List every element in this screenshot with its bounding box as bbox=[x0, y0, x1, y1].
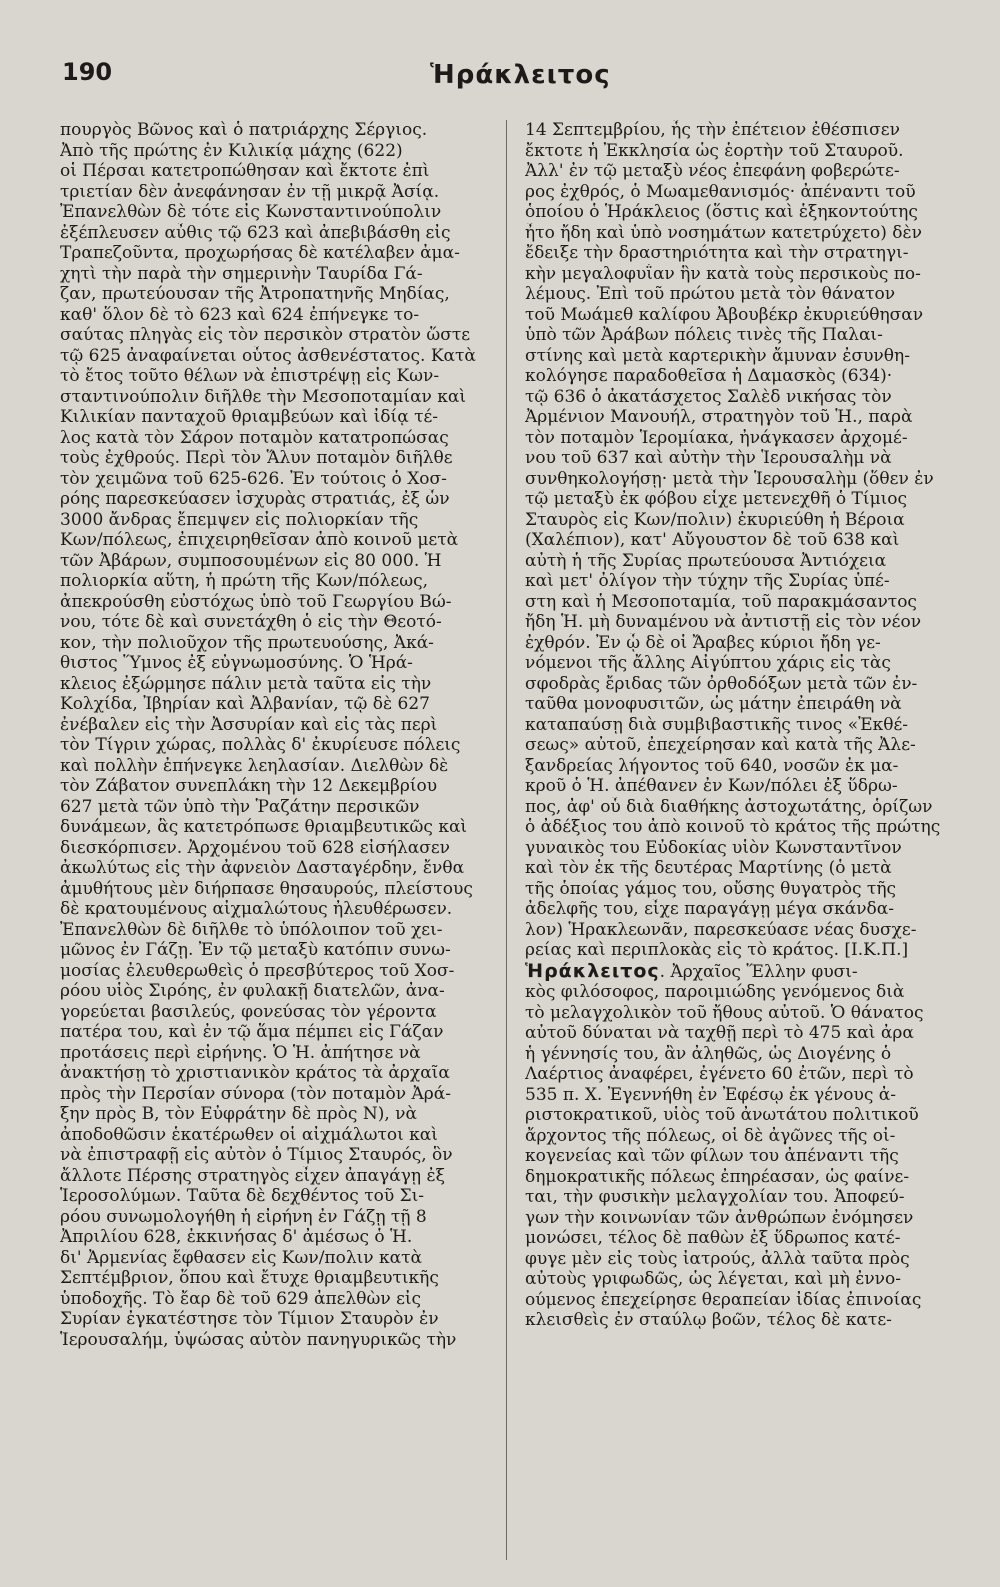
text-line: ρείας καὶ περιπλοκὰς εἰς τὸ κράτος. [Ι.Κ.Π.] bbox=[525, 940, 909, 960]
left-text-column bbox=[60, 120, 492, 1560]
text-line: κον, τὴν πολιοῦχον τῆς πρωτευούσης, Ἀκά- bbox=[60, 632, 434, 653]
text-line: Κιλικίαν πανταχοῦ θριαμβεύων καὶ ἰδίᾳ τέ- bbox=[60, 407, 439, 427]
text-line: Κολχίδα, Ἰβηρίαν καὶ Ἀλβανίαν, τῷ δὲ 627 bbox=[60, 694, 430, 714]
text-line: ὑπὸ τῶν Ἀράβων πόλεις τινὲς τῆς Παλαι- bbox=[525, 325, 883, 345]
text-line: χητὶ τὴν παρὰ τὴν σημερινὴν Ταυρίδα Γά- bbox=[60, 263, 423, 284]
text-line: Ἀρμένιον Μανουήλ, στρατηγὸν τοῦ Ἡ., παρὰ bbox=[525, 407, 913, 427]
text-line: κλεισθεὶς ἐν σταύλῳ βοῶν, τέλος δὲ κατε- bbox=[525, 1310, 892, 1330]
text-line: τριετίαν δὲν ἀνεφάνησαν ἐν τῇ μικρᾷ Ἀσίᾳ. bbox=[60, 181, 440, 202]
article-continuation bbox=[525, 120, 943, 961]
text-line: κολόγησε παραδοθεῖσα ἡ Δαμασκὸς (634)· bbox=[525, 366, 893, 386]
text-line: σαύτας πληγὰς εἰς τὸν περσικὸν στρατὸν ὥστε bbox=[60, 325, 471, 345]
text-line: τῶν Ἀβάρων, συμποσουμένων εἰς 80 000. Ἡ bbox=[60, 550, 442, 571]
text-line: 3000 ἄνδρας ἔπεμψεν εἰς πολιορκίαν τῆς bbox=[60, 509, 419, 530]
text-line: Ἱερουσαλήμ, ὑψώσας αὐτὸν πανηγυρικῶς τὴν bbox=[60, 1329, 457, 1350]
text-line: οἱ Πέρσαι κατετροπώθησαν καὶ ἔκτοτε ἐπὶ bbox=[60, 161, 430, 181]
text-line: αὐτοὺς γριφωδῶς, ὡς λέγεται, καὶ μὴ ἐννο- bbox=[525, 1269, 902, 1289]
text-line: σεως» αὐτοῦ, ἐπεχείρησαν καὶ κατὰ τῆς Ἀλε- bbox=[525, 735, 916, 755]
text-line: Σταυρὸς εἰς Κων/πολιν) ἐκυριεύθη ἡ Βέροια bbox=[525, 509, 905, 530]
text-line: ριστοκρατικοῦ, υἱὸς τοῦ ἀνωτάτου πολιτικοῦ bbox=[525, 1105, 919, 1125]
text-line: πρὸς τὴν Περσίαν σύνορα (τὸν ποταμὸν Ἀρά- bbox=[60, 1083, 451, 1104]
text-line: νου, τότε δὲ καὶ συνετάχθη ὁ εἰς τὴν Θεοτό- bbox=[60, 612, 442, 632]
text-line: ἦτο ἤδη καὶ ὑπὸ νοσημάτων κατετρύχετο) δὲν bbox=[525, 222, 922, 243]
text-line: Κων/πόλεως, ἐπιχειρηθεῖσαν ἀπὸ κοινοῦ μετὰ bbox=[60, 530, 459, 550]
text-line: δημοκρατικῆς πόλεως ἐπηρέασαν, ὡς φαίνε- bbox=[525, 1166, 910, 1187]
text-line: 14 Σεπτεμβρίου, ἧς τὴν ἐπέτειον ἐθέσπισεν bbox=[525, 120, 900, 140]
column-divider bbox=[506, 120, 507, 1560]
text-line: προτάσεις περὶ εἰρήνης. Ὁ Ἡ. ἀπήτησε νὰ bbox=[60, 1042, 421, 1063]
text-line: ρόης παρεσκεύασεν ἰσχυρὰς στρατιάς, ἐξ ὧν bbox=[60, 489, 450, 509]
text-line: πατέρα του, καὶ ἐν τῷ ἅμα πέμπει εἰς Γάζαν bbox=[60, 1022, 444, 1042]
text-line: ἀδελφῆς του, εἶχε παραγάγῃ μέγα σκάνδα- bbox=[525, 899, 894, 919]
text-line: καὶ πολλὴν ἐπήνεγκε λεηλασίαν. Διελθὼν δὲ bbox=[60, 755, 449, 776]
text-line: τὸν Ζάβατον συνεπλάκη τὴν 12 Δεκεμβρίου bbox=[60, 776, 438, 796]
text-line: ἀκωλύτως εἰς τὴν ἀφνειὸν Δασταγέρδην, ἔνθα bbox=[60, 858, 465, 878]
text-line: σταντινούπολιν διῆλθε τὴν Μεσοποταμίαν καὶ bbox=[60, 386, 467, 407]
text-line: 535 π. Χ. Ἐγεννήθη ἐν Ἐφέσῳ ἐκ γένους ἀ- bbox=[525, 1084, 897, 1105]
text-line: ρόου συνωμολογήθη ἡ εἰρήνη ἐν Γάζῃ τῇ 8 bbox=[60, 1206, 427, 1227]
right-text-column bbox=[525, 120, 943, 1560]
text-line: Λαέρτιος ἀναφέρει, ἐγένετο 60 ἐτῶν, περὶ τὸ bbox=[525, 1064, 914, 1084]
text-line: λον) Ἡρακλεωνᾶν, παρεσκεύασε νέας δυσχε- bbox=[525, 919, 917, 940]
text-line: τὸν Τίγριν χώρας, πολλὰς δ' ἐκυρίευσε πόλεις bbox=[60, 735, 461, 755]
text-line: ἄλλοτε Πέρσης στρατηγὸς εἶχεν ἀπαγάγῃ ἐξ bbox=[60, 1165, 445, 1186]
text-line: τῷ 636 ὁ ἀκατάσχετος Σαλὲδ νικήσας τὸν bbox=[525, 386, 892, 407]
text-line: ρόου υἱὸς Σιρόης, ἐν φυλακῇ διατελῶν, ἀνα- bbox=[60, 981, 445, 1001]
text-line: (Χαλέπιον), κατ' Αὔγουστον δὲ τοῦ 638 καὶ bbox=[525, 530, 900, 550]
text-line: καὶ τὸν ἐκ τῆς δευτέρας Μαρτίνης (ὁ μετὰ bbox=[525, 858, 892, 878]
text-line: ἀνακτήσῃ τὸ χριστιανικὸν κράτος τὰ ἀρχαῖα bbox=[60, 1063, 450, 1083]
text-line: λέμους. Ἐπὶ τοῦ πρώτου μετὰ τὸν θάνατον bbox=[525, 284, 896, 304]
text-line: δι' Ἀρμενίας ἔφθασεν εἰς Κων/πολιν κατὰ bbox=[60, 1247, 422, 1268]
page-header bbox=[0, 50, 1000, 100]
text-line: μοσίας ἐλευθερωθεὶς ὁ πρεσβύτερος τοῦ Χοσ- bbox=[60, 960, 455, 981]
text-line: ὁποίου ὁ Ἡράκλειος (ὅστις καὶ ἑξηκοντούτης bbox=[525, 202, 918, 222]
text-line: τὸν χειμῶνα τοῦ 625-626. Ἐν τούτοις ὁ Χοσ- bbox=[60, 468, 447, 489]
text-line: πος, ἀφ' οὗ διὰ διαθήκης ἀστοχωτάτης, ὁρίζων bbox=[525, 796, 933, 817]
text-line: δὲ κρατουμένους αἰχμαλώτους ἠλευθέρωσεν. bbox=[60, 899, 453, 919]
text-line: Ἀπριλίου 628, ἐκκινήσας δ' ἀμέσως ὁ Ἡ. bbox=[60, 1227, 413, 1247]
text-line: κροῦ ὁ Ἡ. ἀπέθανεν ἐν Κων/πόλει ἐξ ὕδρω- bbox=[525, 776, 898, 796]
text-line: ἤδη Ἡ. μὴ δυναμένου νὰ ἀντιστῇ εἰς τὸν νέον bbox=[525, 612, 922, 632]
text-line: ἄρχοντος τῆς πόλεως, οἱ δὲ ἀγῶνες τῆς οἰ- bbox=[525, 1125, 896, 1146]
text-line: τοὺς ἐχθρούς. Περὶ τὸν Ἅλυν ποταμὸν διῆλθε bbox=[60, 448, 453, 468]
text-line: νου τοῦ 637 καὶ αὐτὴν τὴν Ἱερουσαλὴμ νὰ bbox=[525, 448, 892, 468]
text-line: ἀμυθήτους μὲν διήρπασε θησαυρούς, πλείστους bbox=[60, 878, 473, 899]
text-line: Ἱεροσολύμων. Ταῦτα δὲ δεχθέντος τοῦ Σι- bbox=[60, 1186, 425, 1206]
text-line: διεσκόρπισεν. Ἀρχομένου τοῦ 628 εἰσήλασεν bbox=[60, 837, 451, 858]
text-line: ξανδρείας λήγοντος τοῦ 640, νοσῶν ἐκ μα- bbox=[525, 755, 899, 776]
text-line: λος κατὰ τὸν Σάρον ποταμὸν κατατροπώσας bbox=[60, 427, 449, 448]
text-line: ἀπεκρούσθη εὐστόχως ὑπὸ τοῦ Γεωργίου Βώ- bbox=[60, 591, 452, 612]
text-line: τῷ μεταξὺ ἐκ φόβου εἶχε μετενεχθῆ ὁ Τίμιος bbox=[525, 489, 908, 509]
text-line: ἐχθρόν. Ἐν ᾧ δὲ οἱ Ἄραβες κύριοι ἤδη γε- bbox=[525, 632, 881, 653]
text-line: ἔδειξε τὴν δραστηριότητα καὶ τὴν στρατηγι- bbox=[525, 243, 909, 263]
text-line: γορεύεται βασιλεύς, φονεύσας τὸν γέροντα bbox=[60, 1001, 437, 1022]
text-line: τῆς ὁποίας γάμος του, οὔσης θυγατρὸς τῆς bbox=[525, 878, 897, 899]
text-line: τὸν ποταμὸν Ἱερομίακα, ἠνάγκασεν ἀρχομέ- bbox=[525, 427, 908, 448]
text-line: ὁ ἀδέξιος του ἀπὸ κοινοῦ τὸ κράτος τῆς πρώτης bbox=[525, 817, 941, 837]
text-line: κλειος ἐξώρμησε πάλιν μετὰ ταῦτα εἰς τὴν bbox=[60, 673, 432, 694]
text-line: Ἀπὸ τῆς πρώτης ἐν Κιλικίᾳ μάχης (622) bbox=[60, 140, 403, 161]
text-line: Σεπτέμβριον, ὅπου καὶ ἔτυχε θριαμβευτικῆς bbox=[60, 1268, 439, 1288]
text-line: μῶνος ἐν Γάζῃ. Ἐν τῷ μεταξὺ κατόπιν συνω- bbox=[60, 940, 451, 960]
text-line: στίνης καὶ μετὰ καρτερικὴν ἄμυναν ἐσυνθη- bbox=[525, 345, 910, 366]
text-line: νὰ ἐπιστραφῇ εἰς αὐτὸν ὁ Τίμιος Σταυρός, ὃν bbox=[60, 1145, 453, 1165]
text-line: τὸ μελαγχολικὸν τοῦ ἤθους αὐτοῦ. Ὁ θάνατος bbox=[525, 1002, 924, 1023]
page-number: 190 bbox=[62, 58, 113, 86]
text-line: Ἀλλ' ἐν τῷ μεταξὺ νέος ἐπεφάνη φοβερώτε- bbox=[525, 161, 900, 181]
dictionary-entry-heraclitus bbox=[525, 961, 943, 1331]
text-line: αὐτὴ ἡ τῆς Συρίας πρωτεύουσα Ἀντιόχεια bbox=[525, 550, 887, 571]
text-line: ζαν, πρωτεύουσαν τῆς Ἀτροπατηνῆς Μηδίας, bbox=[60, 284, 450, 304]
text-line: μονώσει, τέλος δὲ παθὼν ἐξ ὕδρωπος κατέ- bbox=[525, 1228, 901, 1248]
text-line: κὴν μεγαλοφυΐαν ἣν κατὰ τοὺς περσικοὺς πο- bbox=[525, 263, 921, 284]
text-line: 627 μετὰ τῶν ὑπὸ τὴν Ῥαζάτην περσικῶν bbox=[60, 796, 420, 817]
text-line: ται, τὴν φυσικὴν μελαγχολίαν του. Ἀποφεύ- bbox=[525, 1187, 905, 1207]
text-line: γυναικὸς του Εὐδοκίας υἱὸν Κωνσταντῖνον bbox=[525, 837, 902, 858]
text-line: αὐτοῦ δύναται νὰ ταχθῇ περὶ τὸ 475 καὶ ἀρα bbox=[525, 1023, 914, 1043]
text-line: ξην πρὸς Β, τὸν Εὐφράτην δὲ πρὸς Ν), νὰ bbox=[60, 1104, 417, 1124]
entry-first-line bbox=[525, 961, 943, 983]
text-line: γων τὴν κοινωνίαν τῶν ἀνθρώπων ἐνόμησεν bbox=[525, 1207, 914, 1228]
text-line: τὸ ἔτος τοῦτο θέλων νὰ ἐπιστρέψῃ εἰς Κων- bbox=[60, 366, 440, 386]
text-line: Ἐπανελθὼν δὲ διῆλθε τὸ ὑπόλοιπον τοῦ χει- bbox=[60, 919, 443, 940]
text-line: ρος ἐχθρός, ὁ Μωαμεθανισμός· ἀπέναντι τοῦ bbox=[525, 181, 916, 202]
text-line: καθ' ὅλον δὲ τὸ 623 καὶ 624 ἐπήνεγκε το- bbox=[60, 304, 420, 325]
text-line: Τραπεζοῦντα, προχωρήσας δὲ κατέλαβεν ἀμα- bbox=[60, 243, 460, 263]
text-line: δυνάμεων, ἃς κατετρόπωσε θριαμβευτικῶς καὶ bbox=[60, 817, 468, 837]
text-line: ἐξέπλευσεν αὖθις τῷ 623 καὶ ἀπεβιβάσθη εἰς bbox=[60, 222, 451, 243]
text-line: καὶ μετ' ὀλίγον τὴν τύχην τῆς Συρίας ὑπέ- bbox=[525, 571, 890, 591]
text-line: ταῦθα μονοφυσιτῶν, ὡς μάτην ἐπειράθη νὰ bbox=[525, 694, 902, 714]
text-line: ἡ γέννησίς του, ἂν ἀληθῶς, ὡς Διογένης ὁ bbox=[525, 1043, 892, 1064]
entry-body bbox=[525, 982, 943, 1331]
text-line: ὑποδοχῆς. Τὸ ἔαρ δὲ τοῦ 629 ἀπελθὼν εἰς bbox=[60, 1288, 422, 1309]
running-title: Ἡράκλειτος bbox=[430, 60, 611, 90]
text-line: συνθηκολογήσῃ· μετὰ τὴν Ἱερουσαλὴμ (ὅθεν ἐν bbox=[525, 468, 934, 489]
entry-headword: Ἡράκλειτος bbox=[525, 960, 660, 982]
text-line: ἔκτοτε ἡ Ἐκκλησία ὡς ἑορτὴν τοῦ Σταυροῦ. bbox=[525, 140, 904, 161]
text-line: κὸς φιλόσοφος, παροιμιώδης γενόμενος διὰ bbox=[525, 982, 905, 1002]
text-line: ούμενος ἐπεχείρησε θεραπείαν ἰδίας ἐπινοίας bbox=[525, 1289, 922, 1310]
text-line: πολιορκία αὕτη, ἡ πρώτη τῆς Κων/πόλεως, bbox=[60, 571, 428, 591]
text-line: Συρίαν ἐγκατέστησε τὸν Τίμιον Σταυρὸν ἐν bbox=[60, 1309, 439, 1329]
text-line: πουργὸς Βῶνος καὶ ὁ πατριάρχης Σέργιος. bbox=[60, 120, 428, 140]
text-line: φυγε μὲν εἰς τοὺς ἰατρούς, ἀλλὰ ταῦτα πρὸς bbox=[525, 1248, 910, 1269]
text-line: Ἐπανελθὼν δὲ τότε εἰς Κωνσταντινούπολιν bbox=[60, 202, 442, 222]
text-line: κογενείας καὶ τῶν φίλων του ἀπέναντι τῆς bbox=[525, 1146, 899, 1166]
text-line: στη καὶ ἡ Μεσοποταμία, τοῦ παρακμάσαντος bbox=[525, 591, 917, 612]
text-line: θιστος Ὕμνος ἐξ εὐγνωμοσύνης. Ὁ Ἡρά- bbox=[60, 653, 413, 673]
text-line: τῷ 625 ἀναφαίνεται οὗτος ἀσθενέστατος. Κατὰ bbox=[60, 345, 476, 366]
text-line: καταπαύσῃ διὰ συμβιβαστικῆς τινος «Ἐκθέ- bbox=[525, 714, 909, 735]
text-line: τοῦ Μωάμεθ καλίφου Ἀβουβέκρ ἐκυριεύθησαν bbox=[525, 304, 924, 325]
entry-first-line-text: . Ἀρχαῖος Ἕλλην φυσι- bbox=[659, 961, 858, 982]
text-line: νόμενοι τῆς ἄλλης Αἰγύπτου χάρις εἰς τὰς bbox=[525, 653, 891, 673]
text-line: σφοδρὰς ἔριδας τῶν ὀρθοδόξων μετὰ τῶν ἐν- bbox=[525, 673, 918, 694]
text-line: ἀποδοθῶσιν ἑκατέρωθεν οἱ αἰχμάλωτοι καὶ bbox=[60, 1124, 438, 1145]
text-line: ἐνέβαλεν εἰς τὴν Ἀσσυρίαν καὶ εἰς τὰς περὶ bbox=[60, 714, 438, 735]
